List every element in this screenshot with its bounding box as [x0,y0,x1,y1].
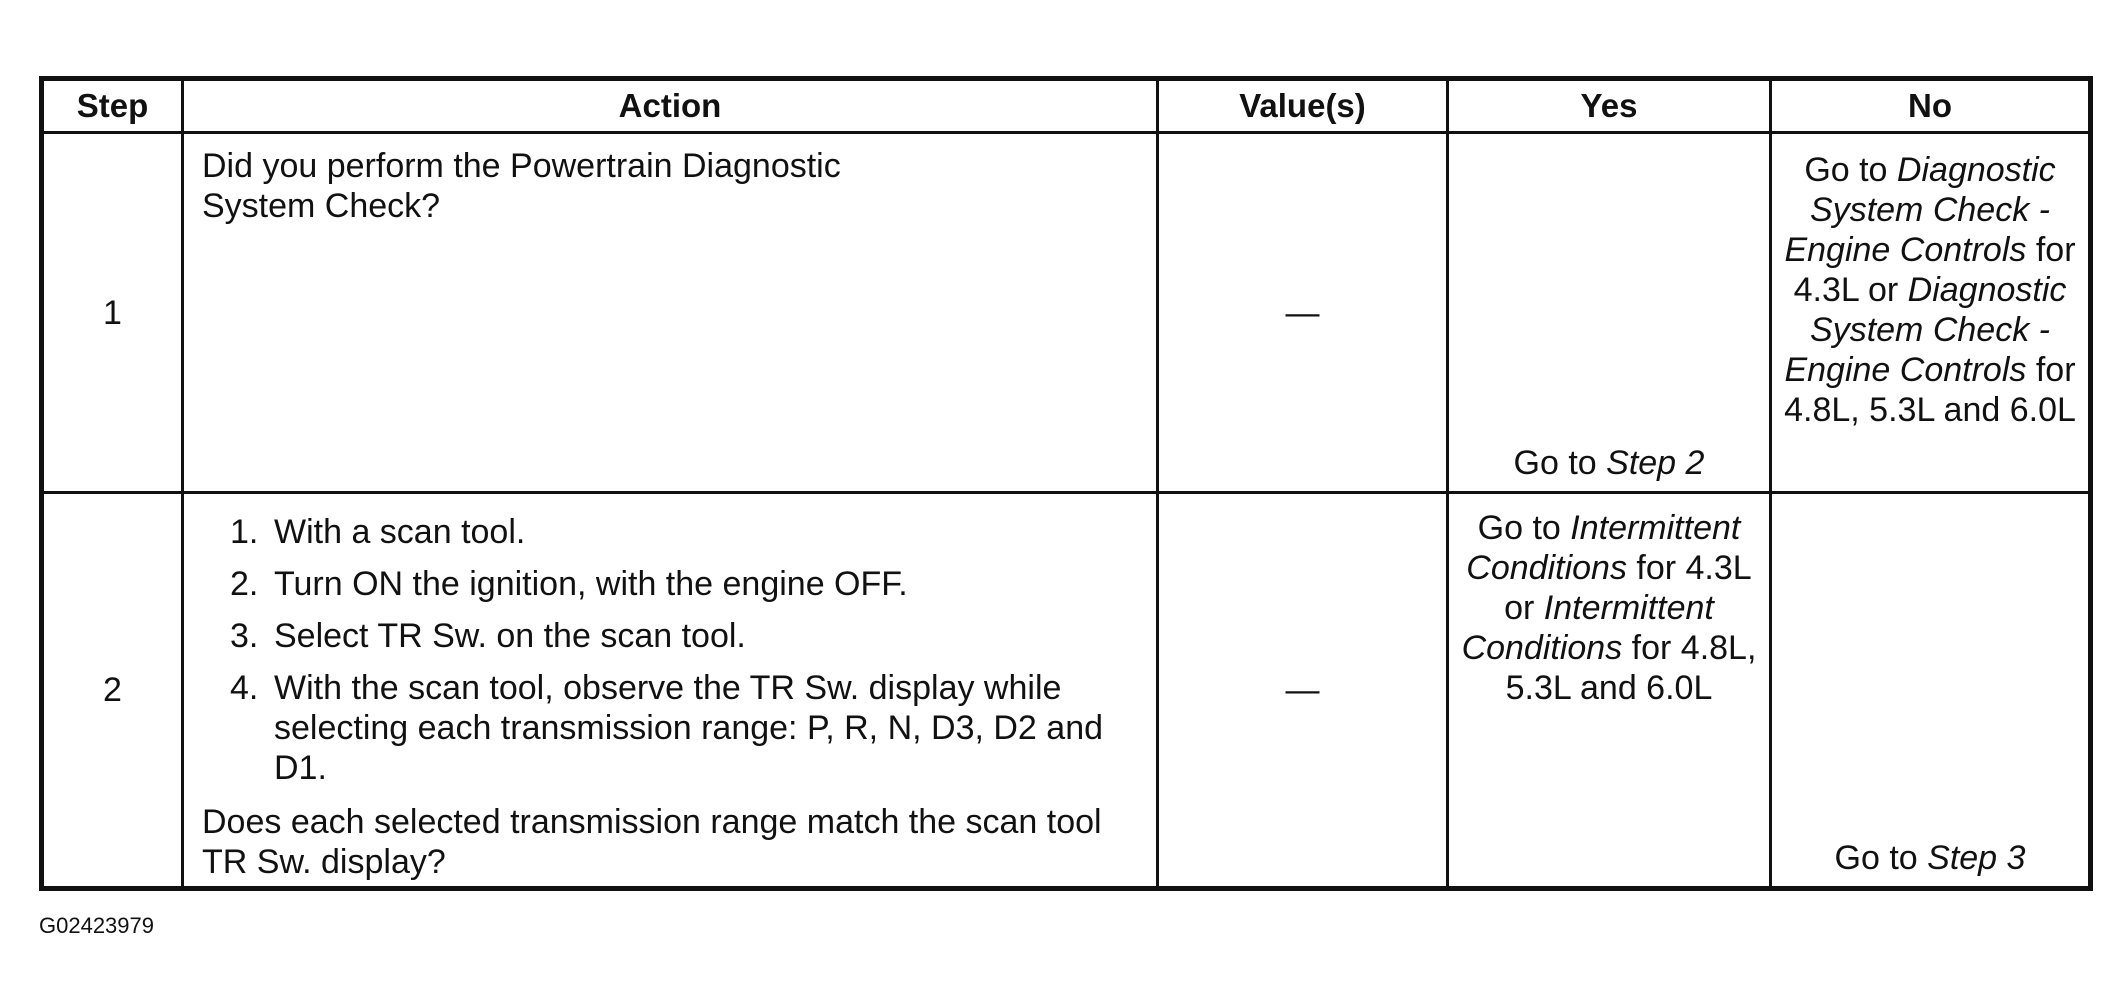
yes-prefix: Go to [1513,444,1607,482]
step-link[interactable]: Step 3 [1927,839,2026,877]
action-question: Does each selected transmission range match the scan tool TR Sw. display? [202,803,1102,881]
action-steps-list [184,494,1156,788]
header-yes: Yes [1448,79,1771,133]
no-cell [1771,133,2091,493]
header-values: Value(s) [1158,79,1448,133]
value-cell: — [1158,133,1448,493]
action-question [184,134,1156,226]
diagnostic-check-link[interactable]: Diagnostic System Check - Engine Controls [1784,271,2067,389]
intermittent-conditions-link[interactable]: Intermittent Conditions [1466,509,1741,587]
list-item: 1. With a scan tool. [230,513,526,551]
list-item: 2. Turn ON the ignition, with the engine OFF. [230,565,908,603]
yes-cell [1448,133,1771,493]
list-item: 3. Select TR Sw. on the scan tool. [230,617,746,655]
header-step: Step [42,79,183,133]
action-question-line: System Check? [202,187,441,225]
no-instruction: Go to Diagnostic System Check - Engine Controls for 4.3L or Diagnostic System Check - Engine Controls for 4.8L, 5.3L and 6.0L [1784,151,2076,429]
header-action: Action [183,79,1158,133]
figure-id: G02423979 [39,913,154,938]
yes-cell [1448,493,1771,889]
diagnostic-check-link[interactable]: Diagnostic System Check - Engine Controls [1784,151,2056,269]
no-instruction: Go to Step 3 [1834,839,2026,877]
intermittent-conditions-link[interactable]: Intermittent Conditions [1461,589,1714,667]
table-row-step-2 [42,493,2091,889]
step-number: 2 [42,493,183,889]
action-cell [183,133,1158,493]
action-cell [183,493,1158,889]
header-row [42,79,2091,133]
action-question-line: Did you perform the Powertrain Diagnostic [202,147,841,185]
table-row-step-1 [42,133,2091,493]
yes-instruction: Go to Intermittent Conditions for 4.3L or Intermittent Conditions for 4.8L, 5.3L and 6.0L [1461,509,1757,707]
yes-instruction [1449,443,1769,483]
diagnostic-table [39,76,2093,891]
list-item: 4. With the scan tool, observe the TR Sw. display while selecting each transmission range: P, R, N, D3, D2 and D1. [230,669,1104,787]
step-number: 1 [42,133,183,493]
no-cell [1771,493,2091,889]
value-cell: — [1158,493,1448,889]
step-link[interactable]: Step 2 [1606,444,1705,482]
header-no: No [1771,79,2091,133]
